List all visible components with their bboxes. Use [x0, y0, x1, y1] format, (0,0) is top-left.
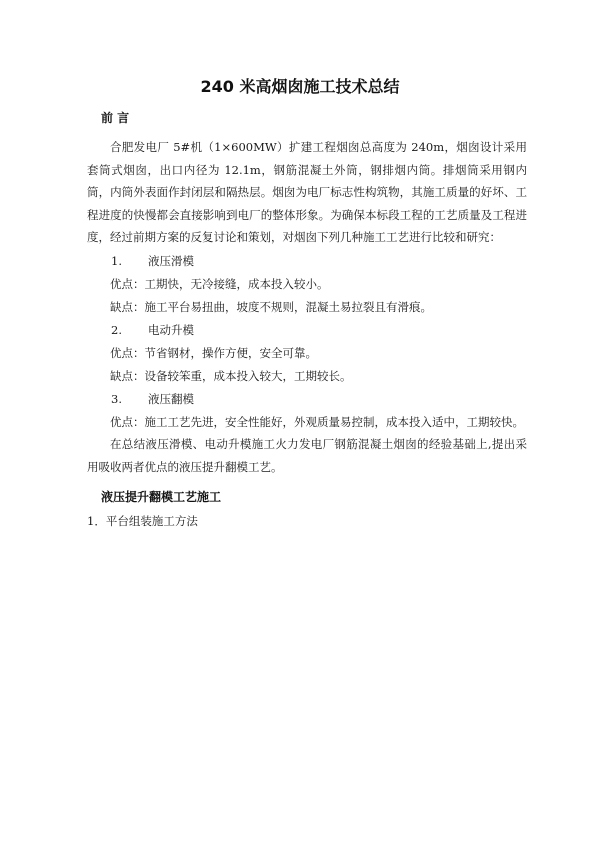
intro-paragraph: 合肥发电厂 5#机（1×600MW）扩建工程烟囱总高度为 240m，烟囱设计采用套筒式烟囱，出口内径为 12.1m，钢筋混凝土外筒，钢排烟内筒。排烟筒采用钢内筒，内筒外表面作封闭层和隔热层。烟囱为电厂标志性构筑物，其施工质量的好坏、工程进度的快慢都会直接影响到电厂的整体形象。为确保本标段工程的工艺质量及工程进度，经过前期方案的反复讨论和策划，对烟囱下列几种施工工艺进行比较和研究： — [87, 140, 527, 244]
method-name: 液压翻模 — [148, 392, 194, 406]
section-heading: 液压提升翻模工艺施工 — [101, 490, 222, 504]
method-pros: 优点：节省钢材，操作方便，安全可靠。 — [110, 346, 317, 360]
method-cons: 缺点：设备较笨重，成本投入较大，工期较长。 — [110, 369, 352, 383]
method-number: 1. — [111, 254, 122, 268]
method-pros: 优点：工期快，无冷接缝，成本投入较小。 — [110, 277, 329, 291]
method-name: 电动升模 — [148, 323, 194, 337]
method-number: 3. — [111, 392, 122, 406]
subsection-heading: 1．平台组装施工方法 — [87, 514, 198, 528]
method-cons: 缺点：施工平台易扭曲，坡度不规则，混凝土易拉裂且有滑痕。 — [110, 300, 432, 314]
method-name: 液压滑模 — [148, 254, 194, 268]
method-number: 2. — [111, 323, 122, 337]
preface-heading: 前 言 — [101, 111, 130, 125]
summary-paragraph: 在总结液压滑模、电动升模施工火力发电厂钢筋混凝土烟囱的经验基础上,提出采用吸收两者优点的液压提升翻模工艺。 — [87, 437, 527, 474]
document-title: 240 米高烟囱施工技术总结 — [200, 77, 400, 96]
method-pros: 优点：施工工艺先进，安全性能好，外观质量易控制，成本投入适中，工期较快。 — [110, 415, 524, 429]
